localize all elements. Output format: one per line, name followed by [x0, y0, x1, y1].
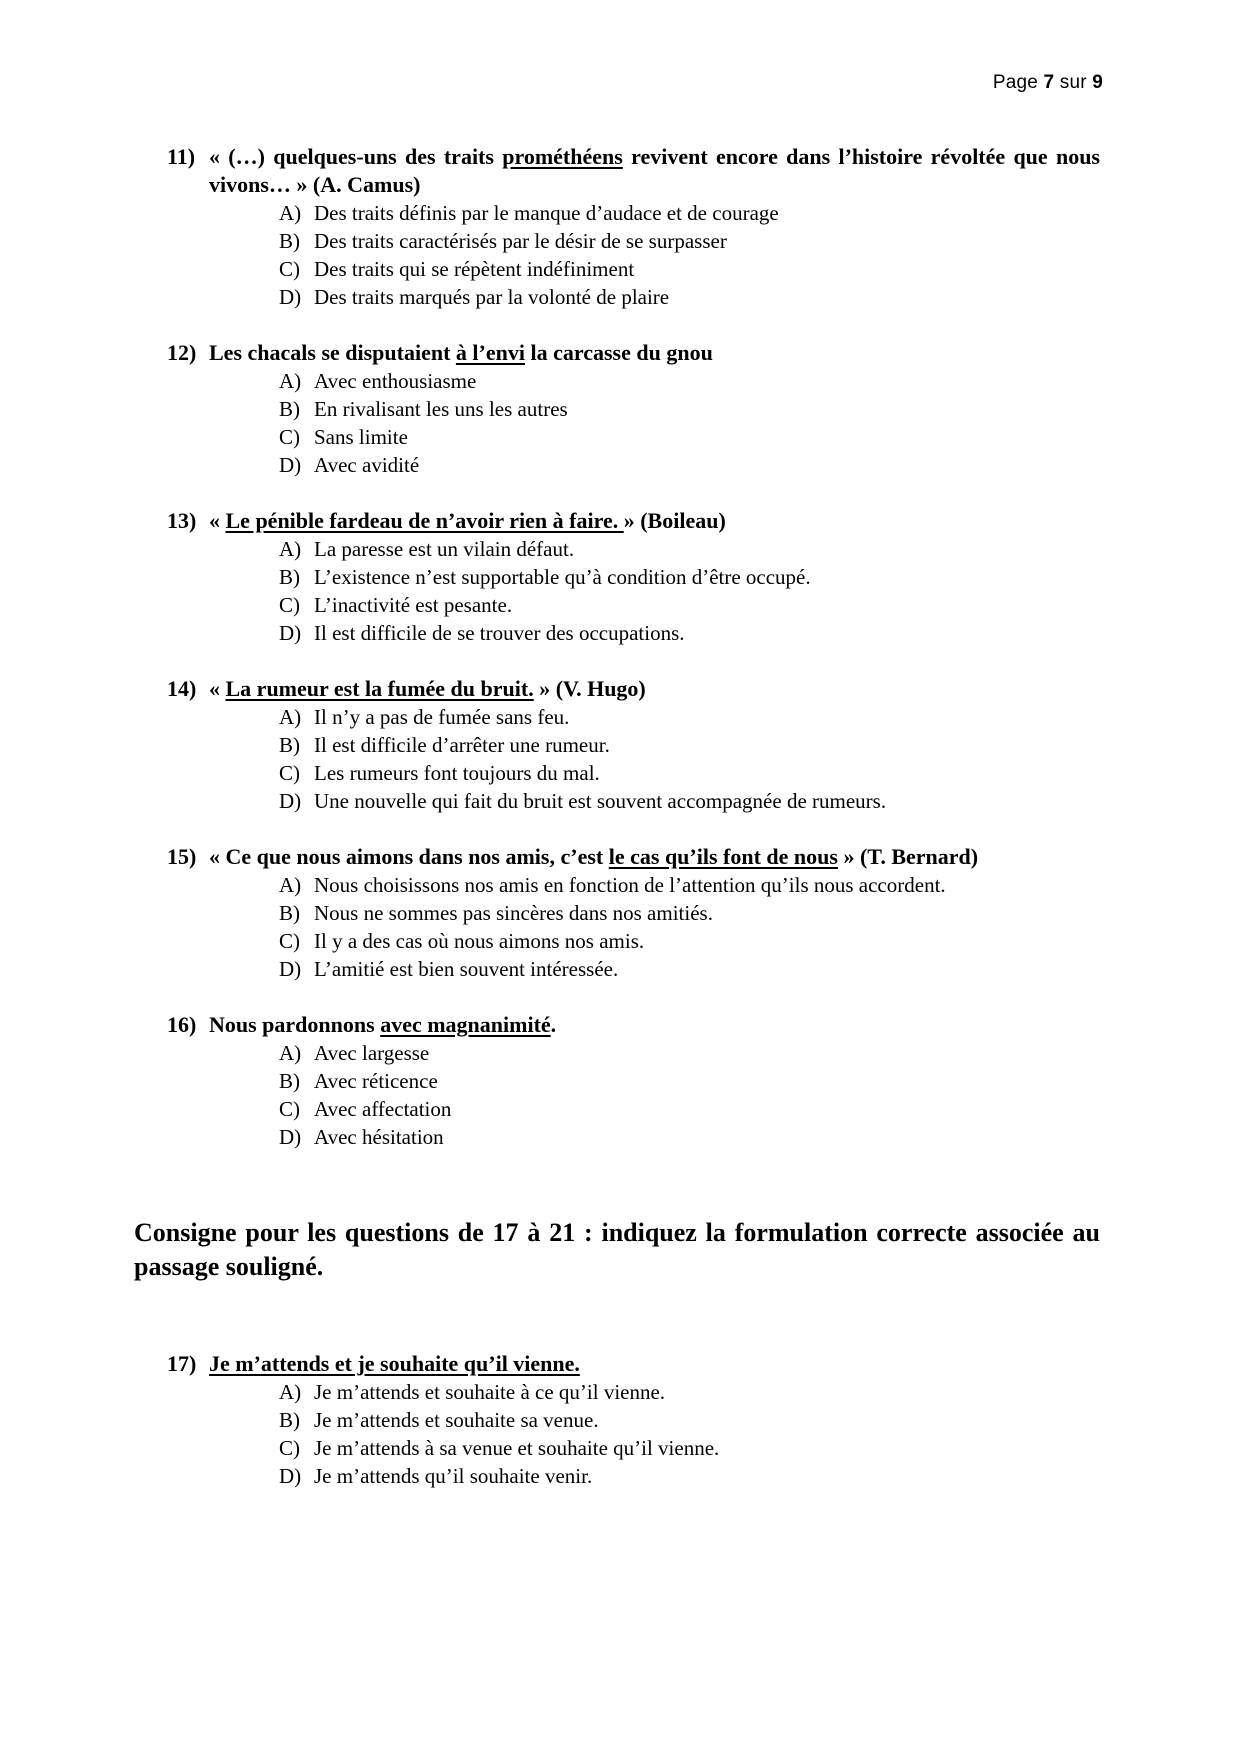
- option-letter: D): [279, 1125, 302, 1149]
- option-letter: C): [279, 425, 300, 449]
- question-number: 11): [167, 144, 196, 169]
- option-letter: D): [279, 1464, 302, 1488]
- answer-option: [279, 927, 1100, 955]
- answer-option: [279, 283, 1100, 311]
- option-text: Je m’attends et souhaite à ce qu’il vienne.: [314, 1380, 666, 1404]
- question-text: [209, 675, 1100, 703]
- answer-option: [279, 871, 1100, 899]
- question-stem: [167, 339, 1100, 367]
- option-letter: A): [279, 873, 302, 897]
- question-stem: [167, 1350, 1100, 1378]
- page-current: 7: [1043, 72, 1055, 93]
- option-text: L’existence n’est supportable qu’à condition d’être occupé.: [314, 565, 811, 589]
- question-number: 13): [167, 508, 197, 533]
- option-text: La paresse est un vilain défaut.: [314, 537, 575, 561]
- answer-option: [279, 731, 1100, 759]
- question-number: 15): [167, 844, 197, 869]
- option-letter: D): [279, 957, 302, 981]
- option-text: Des traits marqués par la volonté de plaire: [314, 285, 670, 309]
- answer-option: [279, 787, 1100, 815]
- question-text-before: Nous pardonnons: [209, 1012, 381, 1037]
- question-underlined-text: le cas qu’ils font de nous: [608, 844, 838, 869]
- option-letter: B): [279, 733, 300, 757]
- question-text: [209, 1350, 1100, 1378]
- option-letter: B): [279, 229, 300, 253]
- page-prefix: Page: [992, 72, 1044, 93]
- page-separator: sur: [1054, 72, 1093, 93]
- answer-option: [279, 1123, 1100, 1151]
- question-number: 14): [167, 676, 197, 701]
- option-text: En rivalisant les uns les autres: [314, 397, 568, 421]
- option-text: Des traits définis par le manque d’audace et de courage: [314, 201, 779, 225]
- option-text: Une nouvelle qui fait du bruit est souvent accompagnée de rumeurs.: [314, 789, 887, 813]
- answer-option: [279, 1406, 1100, 1434]
- question-underlined-text: prométhéens: [502, 144, 623, 169]
- option-text: Des traits qui se répètent indéfiniment: [314, 257, 635, 281]
- option-text: L’amitié est bien souvent intéressée.: [314, 957, 619, 981]
- option-letter: D): [279, 453, 302, 477]
- answer-options: [167, 871, 1100, 983]
- question-text-after: » (V. Hugo): [533, 676, 646, 701]
- question-text-after: » (T. Bernard): [837, 844, 979, 869]
- option-letter: B): [279, 1069, 300, 1093]
- option-letter: D): [279, 621, 302, 645]
- answer-option: [279, 759, 1100, 787]
- answer-options: [167, 535, 1100, 647]
- answer-option: [279, 1095, 1100, 1123]
- option-text: Je m’attends qu’il souhaite venir.: [314, 1464, 593, 1488]
- page-indicator: [993, 72, 1103, 94]
- question-underlined-text: à l’envi: [455, 340, 525, 365]
- question-text-before: « (…) quelques-uns des traits: [209, 144, 503, 169]
- question-13: [167, 507, 1100, 647]
- page-total: 9: [1092, 72, 1103, 93]
- option-text: Il n’y a pas de fumée sans feu.: [314, 705, 570, 729]
- answer-options: [167, 703, 1100, 815]
- option-letter: C): [279, 1097, 300, 1121]
- answer-option: [279, 227, 1100, 255]
- answer-option: [279, 591, 1100, 619]
- instruction-text: Consigne pour les questions de 17 à 21 : indiquez la formulation correcte associée au passage souligné.: [134, 1218, 1100, 1281]
- question-12: [167, 339, 1100, 479]
- question-11: [167, 143, 1100, 311]
- answer-option: [279, 955, 1100, 983]
- question-text: [209, 507, 1100, 535]
- option-text: Il est difficile de se trouver des occupations.: [314, 621, 685, 645]
- option-text: Avec enthousiasme: [314, 369, 477, 393]
- answer-option: [279, 535, 1100, 563]
- question-text: [209, 1011, 1100, 1039]
- option-letter: A): [279, 1380, 302, 1404]
- option-letter: C): [279, 257, 300, 281]
- option-text: Il y a des cas où nous aimons nos amis.: [314, 929, 645, 953]
- answer-options: [167, 367, 1100, 479]
- option-letter: C): [279, 593, 300, 617]
- answer-options: [167, 1039, 1100, 1151]
- option-letter: A): [279, 369, 302, 393]
- question-17: [167, 1350, 1100, 1490]
- question-list: [167, 143, 1100, 1179]
- answer-option: [279, 1462, 1100, 1490]
- question-underlined-text: Je m’attends et je souhaite qu’il vienne.: [209, 1351, 580, 1376]
- option-letter: B): [279, 1408, 300, 1432]
- option-letter: B): [279, 901, 300, 925]
- question-16: [167, 1011, 1100, 1151]
- question-text: [209, 143, 1100, 199]
- answer-option: [279, 451, 1100, 479]
- option-text: Il est difficile d’arrêter une rumeur.: [314, 733, 610, 757]
- option-letter: C): [279, 929, 300, 953]
- option-text: Nous choisissons nos amis en fonction de l’attention qu’ils nous accordent.: [314, 873, 946, 897]
- question-underlined-text: Le pénible fardeau de n’avoir rien à faire.: [225, 508, 624, 533]
- option-letter: C): [279, 1436, 300, 1460]
- answer-option: [279, 367, 1100, 395]
- answer-option: [279, 563, 1100, 591]
- question-14: [167, 675, 1100, 815]
- question-15: [167, 843, 1100, 983]
- answer-option: [279, 1067, 1100, 1095]
- option-text: L’inactivité est pesante.: [314, 593, 513, 617]
- answer-options: [167, 1378, 1100, 1490]
- option-text: Avec hésitation: [314, 1125, 444, 1149]
- question-underlined-text: avec magnanimité: [380, 1012, 551, 1037]
- question-underlined-text: La rumeur est la fumée du bruit.: [225, 676, 534, 701]
- question-text-after: » (Boileau): [623, 508, 726, 533]
- question-text-before: «: [209, 676, 226, 701]
- option-text: Sans limite: [314, 425, 408, 449]
- option-letter: A): [279, 537, 302, 561]
- answer-options: [167, 199, 1100, 311]
- question-text-before: « Ce que nous aimons dans nos amis, c’est: [209, 844, 609, 869]
- answer-option: [279, 423, 1100, 451]
- option-text: Avec réticence: [314, 1069, 438, 1093]
- question-stem: [167, 1011, 1100, 1039]
- option-letter: C): [279, 761, 300, 785]
- answer-option: [279, 395, 1100, 423]
- answer-option: [279, 1434, 1100, 1462]
- option-text: Les rumeurs font toujours du mal.: [314, 761, 600, 785]
- question-number: 12): [167, 340, 197, 365]
- answer-option: [279, 899, 1100, 927]
- option-letter: D): [279, 789, 302, 813]
- question-text: [209, 843, 1100, 871]
- question-text-before: Les chacals se disputaient: [209, 340, 456, 365]
- question-number: 17): [167, 1351, 197, 1376]
- answer-option: [279, 703, 1100, 731]
- answer-option: [279, 619, 1100, 647]
- option-letter: A): [279, 201, 302, 225]
- option-letter: B): [279, 397, 300, 421]
- question-stem: [167, 675, 1100, 703]
- option-letter: A): [279, 705, 302, 729]
- answer-option: [279, 1039, 1100, 1067]
- question-text-after: .: [550, 1012, 557, 1037]
- option-text: Je m’attends et souhaite sa venue.: [314, 1408, 599, 1432]
- question-text-before: «: [209, 508, 226, 533]
- question-stem: [167, 143, 1100, 199]
- option-text: Je m’attends à sa venue et souhaite qu’il vienne.: [314, 1436, 720, 1460]
- answer-option: [279, 199, 1100, 227]
- option-letter: B): [279, 565, 300, 589]
- question-text: [209, 339, 1100, 367]
- answer-option: [279, 1378, 1100, 1406]
- question-text-after: la carcasse du gnou: [524, 340, 713, 365]
- option-text: Avec affectation: [314, 1097, 452, 1121]
- question-stem: [167, 843, 1100, 871]
- question-stem: [167, 507, 1100, 535]
- option-letter: A): [279, 1041, 302, 1065]
- option-letter: D): [279, 285, 302, 309]
- option-text: Avec avidité: [314, 453, 420, 477]
- option-text: Avec largesse: [314, 1041, 430, 1065]
- option-text: Nous ne sommes pas sincères dans nos amitiés.: [314, 901, 713, 925]
- question-number: 16): [167, 1012, 197, 1037]
- question-text-after: revivent encore dans l’histoire révoltée que nous vivons… » (A. Camus): [209, 144, 1100, 197]
- answer-option: [279, 255, 1100, 283]
- option-text: Des traits caractérisés par le désir de se surpasser: [314, 229, 727, 253]
